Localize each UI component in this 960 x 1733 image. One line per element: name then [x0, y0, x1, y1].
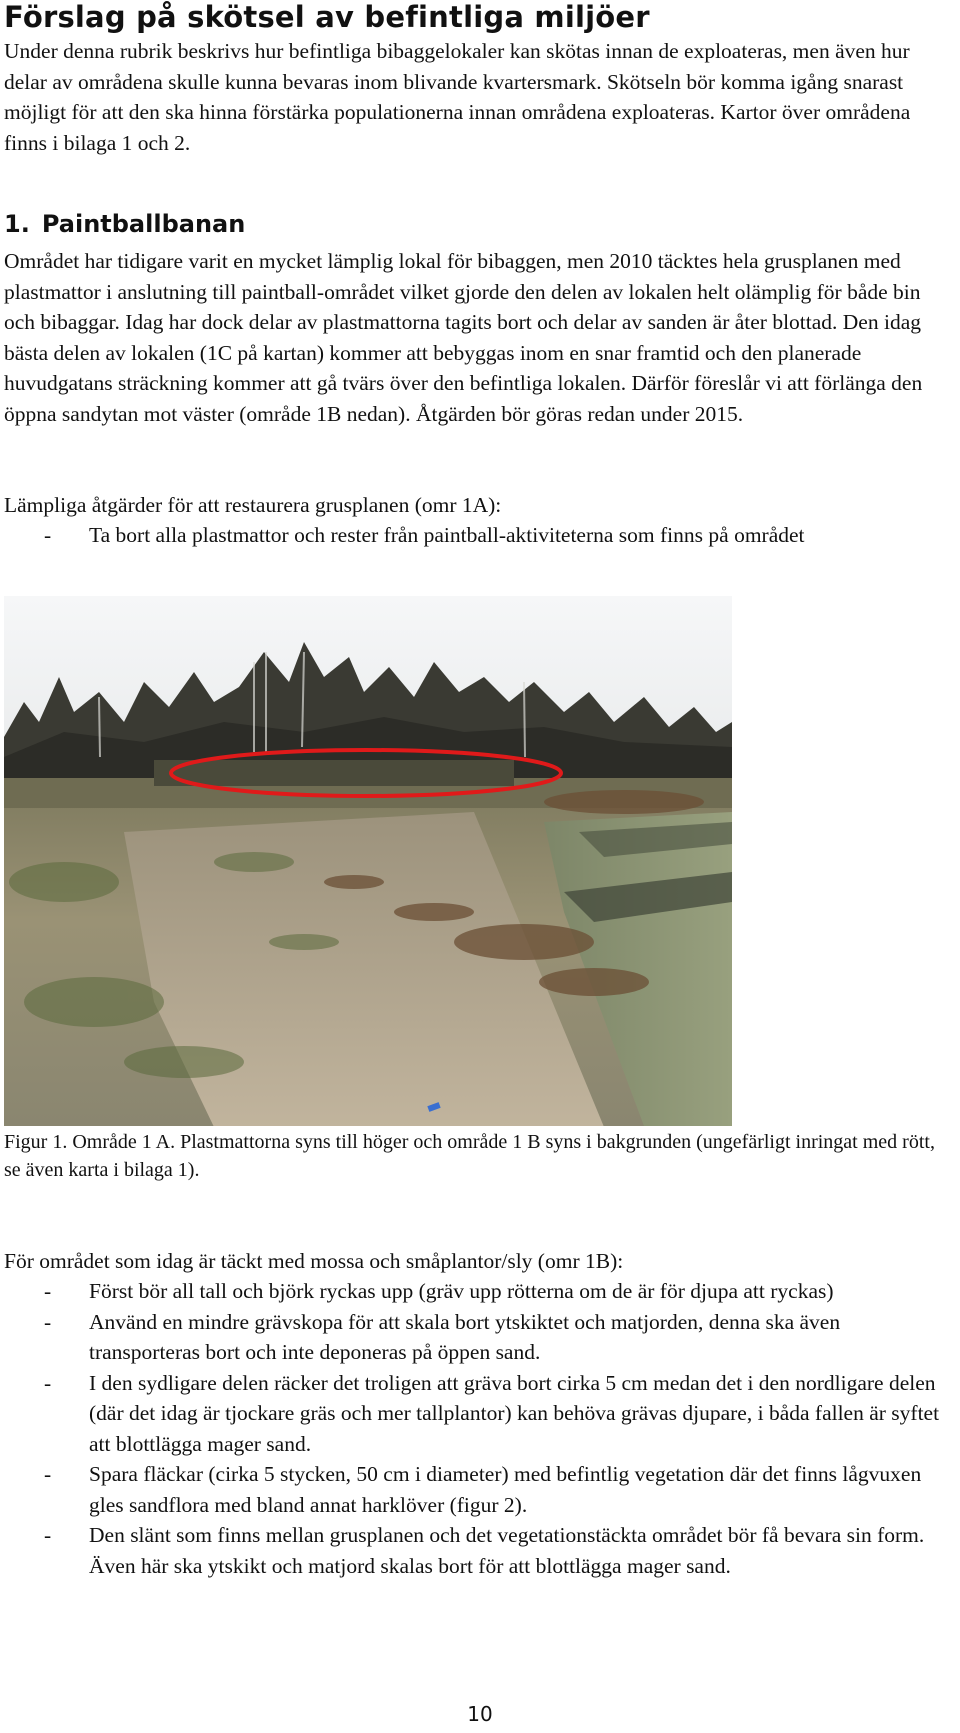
list-item: - Först bör all tall och björk ryckas upp (gräv upp rötterna om de är för djupa att ryckas)	[4, 1276, 949, 1307]
measures-1a-lead: Lämpliga åtgärder för att restaurera grusplanen (omr 1A):	[4, 493, 502, 517]
dash-icon: -	[44, 1309, 52, 1334]
section-heading	[4, 210, 245, 238]
intro-paragraph: Under denna rubrik beskrivs hur befintliga bibaggelokaler kan skötas innan de exploateras, men även hur delar av områdena skulle kunna bevaras inom blivande kvartersmark. Skötseln bör komma igång snarast möjligt för att den ska hinna förstärka populationerna innan områdena exploateras. Kartor över områdena finns i bilaga 1 och 2.	[4, 39, 911, 155]
figure-caption: Figur 1. Område 1 A. Plastmattorna syns till höger och område 1 B syns i bakgrunden (ungefärligt inringat med rött, se även karta i bilaga 1).	[4, 1131, 935, 1181]
dash-icon: -	[44, 523, 52, 547]
dash-icon: -	[44, 1279, 52, 1303]
section-number: 1.	[4, 210, 30, 238]
list-item: - Använd en mindre grävskopa för att skala bort ytskiktet och matjorden, denna ska även transporteras bort och inte deponeras på öppen sand.	[4, 1307, 949, 1368]
list-item: - Ta bort alla plastmattor och rester från paintball-aktiviteterna som finns på området	[4, 520, 884, 551]
measures-1b-lead: För området som idag är täckt med mossa och småplantor/sly (omr 1B):	[4, 1249, 624, 1273]
section-body: Området har tidigare varit en mycket lämplig lokal för bibaggen, men 2010 täcktes hela grusplanen med plastmattor i anslutning till paintball-området vilket gjorde den delen av lokalen helt olämplig för både bin och bibaggar. Idag har dock delar av plastmattorna tagits bort och delar av sanden är åter blottad. Den idag bästa delen av lokalen (1C på kartan) kommer att bebyggas inom en snar framtid och den planerade huvudgatans sträckning kommer att gå tvärs över den befintliga lokalen. Därför föreslår vi att förlänga den öppna sandytan mot väster (område 1B nedan). Åtgärden bör göras redan under 2015.	[4, 249, 923, 426]
list-item: - I den sydligare delen räcker det troligen att gräva bort cirka 5 cm medan det i den nordligare delen (där det idag är tjockare gräs och mer tallplantor) kan behöva grävas djupare, i båda fallen är syftet att blottlägga mager sand.	[4, 1368, 949, 1460]
list-item: - Den slänt som finns mellan grusplanen och det vegetationstäckta området bör få bevara sin form. Även här ska ytskikt och matjord skalas bort för att blottlägga mager sand.	[4, 1520, 949, 1581]
field-photo	[4, 582, 732, 1126]
measures-1b-list	[4, 1276, 949, 1581]
measures-1a-list	[4, 520, 884, 551]
dash-icon: -	[44, 1462, 52, 1486]
list-item: - Spara fläckar (cirka 5 stycken, 50 cm i diameter) med befintlig vegetation där det finns lågvuxen gles sandflora med bland annat harklöver (figur 2).	[4, 1459, 949, 1520]
dash-icon: -	[44, 1523, 52, 1547]
section-title: Paintballbanan	[41, 210, 246, 238]
dash-icon: -	[44, 1370, 52, 1395]
page-heading: Förslag på skötsel av befintliga miljöer	[4, 0, 650, 34]
page-number: 10	[467, 1702, 493, 1726]
